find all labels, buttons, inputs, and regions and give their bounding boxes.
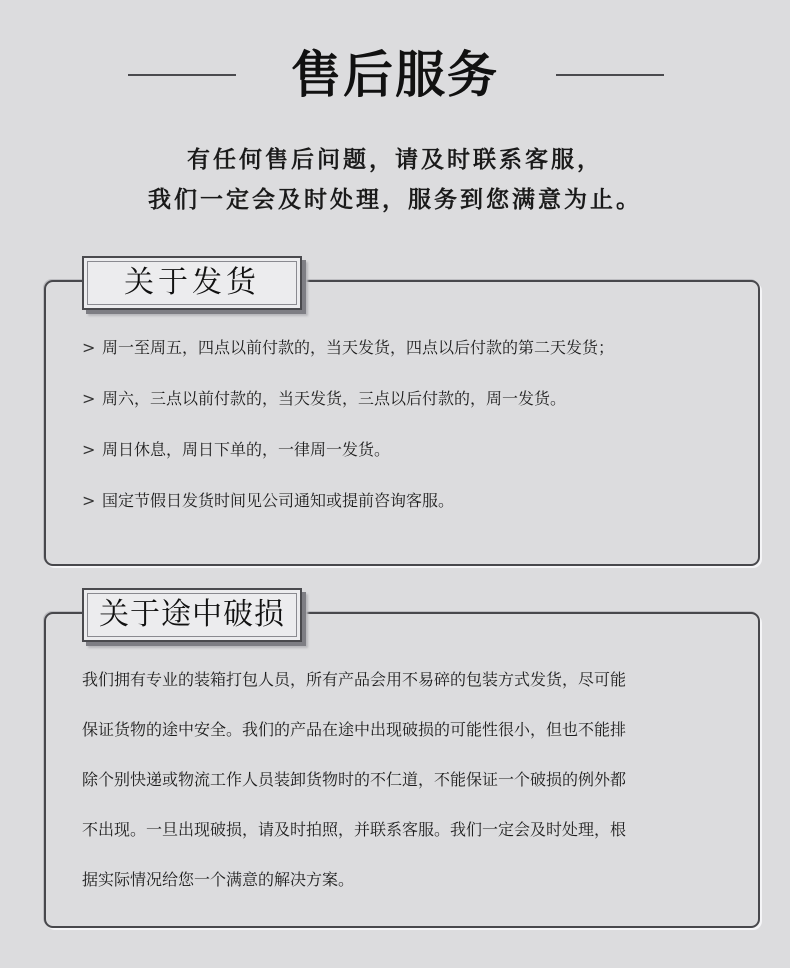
intro-line: 有任何售后问题，请及时联系客服，: [187, 147, 603, 173]
page-header: [0, 40, 790, 110]
label-inner-frame: [87, 261, 297, 305]
intro-text: [0, 140, 790, 220]
title-divider-right: [556, 74, 664, 76]
paragraph-line: 除个别快递或物流工作人员装卸货物时的不仁道，不能保证一个破损的例外都: [82, 770, 627, 789]
damage-section-label: [82, 588, 302, 642]
list-item: [82, 328, 742, 379]
list-item-text: 周日休息，周日下单的，一律周一发货。: [102, 440, 391, 459]
chevron-right-icon: >: [82, 389, 96, 408]
damage-label-text: 关于途中破损: [99, 597, 285, 632]
shipping-list: [82, 328, 742, 532]
list-item: [82, 481, 742, 532]
page-title: 售后服务: [291, 46, 499, 104]
paragraph-line: 保证货物的途中安全。我们的产品在途中出现破损的可能性很小，但也不能排: [82, 720, 627, 739]
chevron-right-icon: >: [82, 338, 96, 357]
damage-paragraph: [82, 660, 732, 910]
shipping-label-text: 关于发货: [124, 265, 260, 300]
paragraph-line: 据实际情况给您一个满意的解决方案。: [82, 870, 355, 889]
list-item-text: 周六，三点以前付款的，当天发货，三点以后付款的，周一发货。: [102, 389, 567, 408]
intro-line: 我们一定会及时处理，服务到您满意为止。: [148, 187, 642, 213]
chevron-right-icon: >: [82, 440, 96, 459]
list-item-text: 周一至周五，四点以前付款的，当天发货，四点以后付款的第二天发货；: [102, 338, 615, 357]
label-inner-frame: [87, 593, 297, 637]
paragraph-line: 不出现。一旦出现破损，请及时拍照，并联系客服。我们一定会及时处理，根: [82, 820, 627, 839]
chevron-right-icon: >: [82, 491, 96, 510]
shipping-section-label: [82, 256, 302, 310]
list-item: [82, 379, 742, 430]
list-item: [82, 430, 742, 481]
paragraph-line: 我们拥有专业的装箱打包人员，所有产品会用不易碎的包装方式发货，尽可能: [82, 670, 627, 689]
list-item-text: 国定节假日发货时间见公司通知或提前咨询客服。: [102, 491, 455, 510]
